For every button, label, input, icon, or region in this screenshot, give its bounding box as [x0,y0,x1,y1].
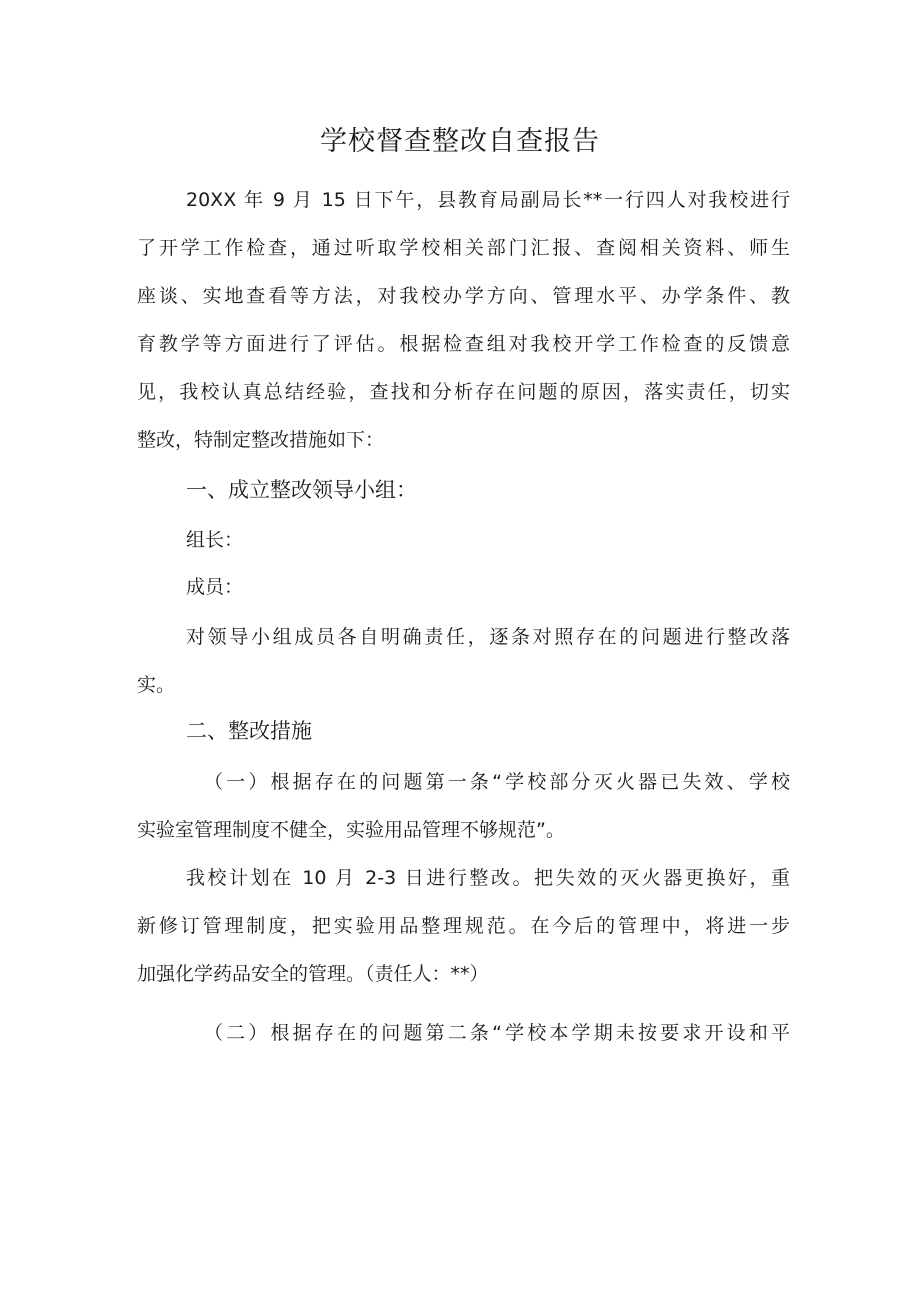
paragraph-line: 实验室管理制度不健全，实验用品管理不够规范”。 [137,819,565,841]
paragraph-line: 育教学等方面进行了评估。根据检查组对我校开学工作检查的反馈意 [137,333,790,355]
paragraph-line: 加强化学药品安全的管理。（责任人：**） [137,963,489,985]
document-title: 学校督查整改自查报告 [320,126,600,157]
paragraph-line: 整改，特制定整改措施如下： [137,429,385,451]
paragraph-line: （二）根据存在的问题第二条“学校本学期未按要求开设和平 [204,1022,790,1044]
section-heading: 一、成立整改领导小组： [186,478,417,502]
paragraph-line: 实。 [137,674,176,696]
members-label: 成员： [186,576,244,598]
section-heading: 二、整改措施 [186,719,312,743]
paragraph-line: 我校计划在 10 月 2-3 日进行整改。把失效的灭火器更换好，重 [186,867,790,889]
paragraph-line: 见，我校认真总结经验，查找和分析存在问题的原因，落实责任，切实 [137,381,790,403]
paragraph-line: 对领导小组成员各自明确责任，逐条对照存在的问题进行整改落 [186,626,790,648]
paragraph-line: 了开学工作检查，通过听取学校相关部门汇报、查阅相关资料、师生 [137,237,790,259]
paragraph-line: 座谈、实地查看等方法，对我校办学方向、管理水平、办学条件、教 [137,285,790,307]
paragraph-line: 20XX 年 9 月 15 日下午，县教育局副局长**一行四人对我校进行 [186,189,790,211]
leader-label: 组长： [186,529,244,551]
paragraph-line: （一）根据存在的问题第一条“学校部分灭火器已失效、学校 [204,771,790,793]
paragraph-line: 新修订管理制度，把实验用品整理规范。在今后的管理中，将进一步 [137,915,790,937]
